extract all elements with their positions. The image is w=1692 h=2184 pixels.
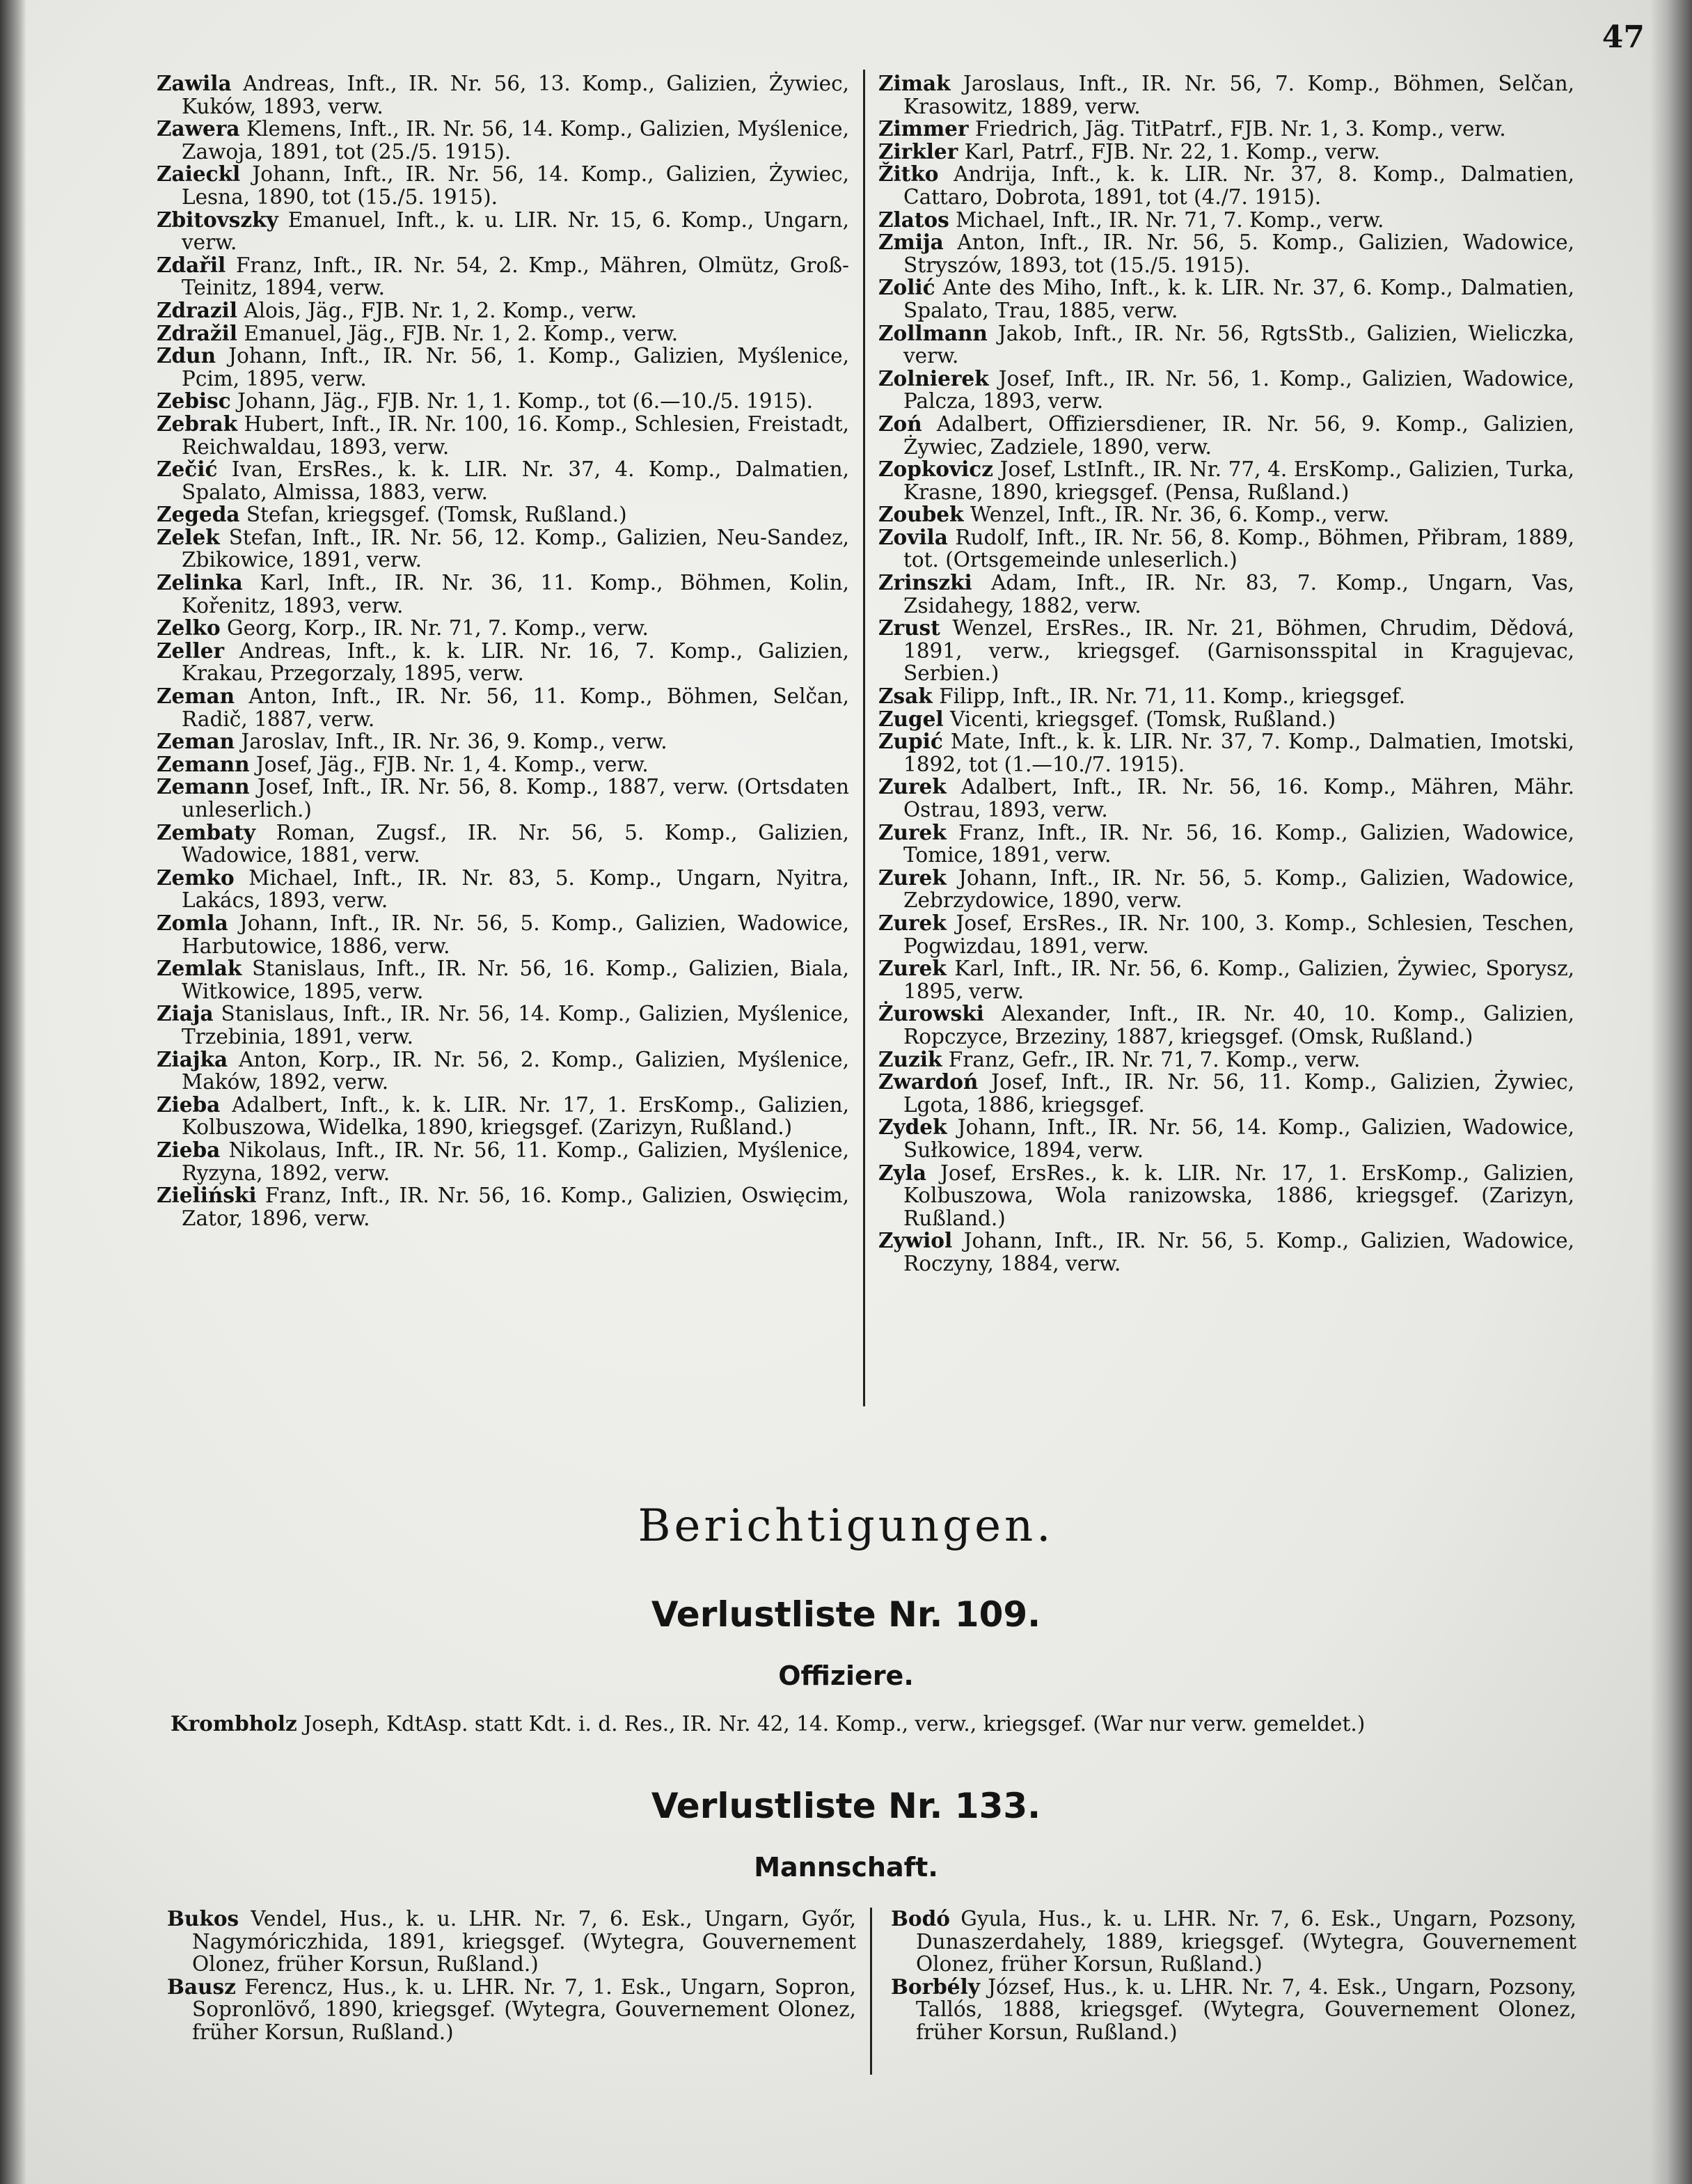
entry-text: Jaroslav, Inft., IR. Nr. 36, 9. Komp., verw.	[235, 730, 667, 754]
page-number: 47	[1602, 19, 1645, 55]
list-item	[157, 503, 849, 526]
list-item	[878, 912, 1574, 957]
entry-text: Franz, Inft., IR. Nr. 56, 16. Komp., Galizien, Wadowice, Tomice, 1891, verw.	[903, 820, 1574, 867]
list-item	[157, 254, 849, 299]
list-133-subtitle: Mannschaft.	[754, 1852, 938, 1883]
entry-text: Andrija, Inft., k. k. LIR. Nr. 37, 8. Komp., Dalmatien, Cattaro, Dobrota, 1891, tot (4./7. 1915).	[903, 162, 1574, 209]
list-item	[157, 72, 849, 118]
entry-text: Adalbert, Offiziersdiener, IR. Nr. 56, 9. Komp., Galizien, Żywiec, Zadziele, 1890, verw.	[903, 411, 1574, 459]
entry-text: Johann, Inft., IR. Nr. 56, 14. Komp., Galizien, Wadowice, Sułkowice, 1894, verw.	[903, 1115, 1574, 1162]
entry-name: Zimak	[878, 71, 951, 95]
list-item	[157, 209, 849, 254]
entry-text: Anton, Inft., IR. Nr. 56, 11. Komp., Böhmen, Selčan, Radič, 1887, verw.	[182, 684, 849, 731]
entry-text: Josef, Inft., IR. Nr. 56, 8. Komp., 1887, verw. (Ortsdaten unleserlich.)	[182, 775, 849, 822]
list-item	[157, 390, 849, 413]
entry-text: Georg, Korp., IR. Nr. 71, 7. Komp., verw.	[220, 616, 649, 641]
entry-text: Hubert, Inft., IR. Nr. 100, 16. Komp., Schlesien, Freistadt, Reichwaldau, 1893, verw.	[182, 411, 849, 459]
entry-name: Zydek	[878, 1115, 947, 1140]
list-item	[157, 118, 849, 163]
entry-name: Zebisc	[157, 388, 231, 414]
list-item	[878, 141, 1574, 164]
entry-text: Johann, Inft., IR. Nr. 56, 14. Komp., Galizien, Żywiec, Lesna, 1890, tot (15./5. 1915).	[182, 162, 849, 209]
entry-name: Zemann	[157, 751, 250, 776]
list-item	[157, 458, 849, 503]
list-item	[157, 1184, 849, 1230]
list-item	[157, 1094, 849, 1139]
entry-name: Zečić	[157, 457, 218, 482]
entry-text: Anton, Korp., IR. Nr. 56, 2. Komp., Galizien, Myślenice, Maków, 1892, verw.	[182, 1047, 849, 1094]
list-109-entry	[171, 1713, 1365, 1736]
list-item	[157, 730, 849, 753]
entry-name: Zemlak	[157, 956, 242, 981]
entry-name: Zdražil	[157, 320, 237, 345]
entry-name: Zeman	[157, 729, 235, 754]
list-item	[878, 1048, 1574, 1071]
list-133-left-column	[167, 1908, 856, 2044]
entry-name: Zdařil	[157, 252, 226, 277]
list-item	[878, 572, 1574, 617]
list-item	[878, 503, 1574, 526]
entry-text: Klemens, Inft., IR. Nr. 56, 14. Komp., Galizien, Myślenice, Zawoja, 1891, tot (25./5. 1915).	[182, 117, 849, 164]
entry-name: Zopkovicz	[878, 457, 994, 482]
entry-text: Alois, Jäg., FJB. Nr. 1, 2. Komp., verw.	[237, 298, 638, 322]
list-item	[157, 753, 849, 776]
entry-text: Filipp, Inft., IR. Nr. 71, 11. Komp., kriegsgef.	[932, 684, 1406, 709]
list-item	[891, 1976, 1576, 2044]
entry-text: Karl, Inft., IR. Nr. 56, 6. Komp., Galizien, Żywiec, Sporysz, 1895, verw.	[903, 957, 1574, 1003]
entry-text: Jaroslaus, Inft., IR. Nr. 56, 7. Komp., Böhmen, Selčan, Krasowitz, 1889, verw.	[903, 72, 1574, 118]
entry-name: Zurek	[878, 910, 947, 935]
entry-name: Zupić	[878, 729, 943, 754]
column-divider	[863, 70, 865, 1406]
entry-text: Wenzel, ErsRes., IR. Nr. 21, Böhmen, Chrudim, Dědová, 1891, verw., kriegsgef. (Garnisonsspital in Kragujevac, Serbien.)	[903, 616, 1574, 686]
list-item	[157, 572, 849, 617]
list-item	[878, 1230, 1574, 1275]
entry-text: Stanislaus, Inft., IR. Nr. 56, 16. Komp., Galizien, Biala, Witkowice, 1895, verw.	[182, 957, 849, 1003]
list-item	[878, 957, 1574, 1003]
entry-name: Zollmann	[878, 320, 988, 345]
entry-name: Zebrak	[157, 411, 238, 436]
entry-name: Zeman	[157, 684, 235, 709]
entry-name: Zoubek	[878, 502, 964, 527]
entry-name: Zyla	[878, 1160, 926, 1185]
right-column	[878, 72, 1574, 1275]
entry-text: Emanuel, Inft., k. u. LIR. Nr. 15, 6. Komp., Ungarn, verw.	[182, 207, 849, 255]
list-item	[878, 1003, 1574, 1048]
entry-name: Zawila	[157, 71, 232, 95]
list-item	[157, 912, 849, 957]
entry-text: Wenzel, Inft., IR. Nr. 36, 6. Komp., verw.	[963, 503, 1390, 527]
list-item	[878, 209, 1574, 232]
entry-text: Josef, ErsRes., k. k. LIR. Nr. 17, 1. ErsKomp., Galizien, Kolbuszowa, Wola ranizowska, 1886, kriegsgef. (Zarizyn, Rußland.)	[903, 1161, 1574, 1230]
entry-text: Josef, Inft., IR. Nr. 56, 1. Komp., Galizien, Wadowice, Palcza, 1893, verw.	[903, 366, 1574, 414]
entry-text: Roman, Zugsf., IR. Nr. 56, 5. Komp., Galizien, Wadowice, 1881, verw.	[182, 820, 849, 867]
entry-name: Zaieckl	[157, 162, 241, 187]
list-item	[878, 776, 1574, 821]
entry-name: Bukos	[167, 1906, 239, 1931]
entry-name: Zirkler	[878, 139, 958, 164]
list-item	[878, 708, 1574, 731]
entry-text: Vendel, Hus., k. u. LHR. Nr. 7, 6. Esk., Ungarn, Győr, Nagymóriczhida, 1891, kriegsgef. (Wytegra, Gouvernement Olonez, früher Korsun, Rußland.)	[192, 1907, 856, 1977]
entry-name: Ziajka	[157, 1046, 228, 1071]
entry-name: Zelinka	[157, 570, 243, 595]
list-item	[878, 867, 1574, 912]
entry-text: Alexander, Inft., IR. Nr. 40, 10. Komp., Galizien, Ropczyce, Brzeziny, 1887, kriegsgef. (Omsk, Rußland.)	[903, 1002, 1574, 1048]
list-item	[157, 957, 849, 1003]
entry-text: Joseph, KdtAsp. statt Kdt. i. d. Res., IR. Nr. 42, 14. Komp., verw., kriegsgef. (War nur verw. gemeldet.)	[303, 1712, 1366, 1736]
entry-name: Borbély	[891, 1974, 980, 1999]
list-item	[167, 1908, 856, 1976]
entry-text: Rudolf, Inft., IR. Nr. 56, 8. Komp., Böhmen, Přibram, 1889, tot. (Ortsgemeinde unleserlich.)	[903, 525, 1574, 572]
entry-name: Zelek	[157, 524, 220, 549]
entry-name: Zolnierek	[878, 366, 989, 391]
entry-text: Friedrich, Jäg. TitPatrf., FJB. Nr. 1, 3. Komp., verw.	[968, 117, 1506, 141]
entry-name: Zieliński	[157, 1183, 257, 1208]
list-item	[878, 276, 1574, 322]
entry-name: Zurek	[878, 774, 947, 799]
entry-text: Andreas, Inft., k. k. LIR. Nr. 16, 7. Komp., Galizien, Krakau, Przegorzaly, 1895, verw.	[182, 638, 849, 686]
list-item	[878, 231, 1574, 276]
entry-text: Franz, Inft., IR. Nr. 54, 2. Kmp., Mähren, Olmütz, Groß-Teinitz, 1894, verw.	[182, 253, 849, 300]
entry-name: Zsak	[878, 684, 933, 709]
entry-text: Josef, Jäg., FJB. Nr. 1, 4. Komp., verw.	[249, 752, 649, 776]
list-item	[891, 1908, 1576, 1976]
entry-name: Bausz	[167, 1974, 236, 1999]
list-item	[878, 458, 1574, 503]
list-item	[878, 413, 1574, 458]
entry-text: Johann, Inft., IR. Nr. 56, 5. Komp., Galizien, Wadowice, Roczyny, 1884, verw.	[903, 1229, 1574, 1275]
list-item	[878, 819, 1574, 867]
bottom-column-divider	[870, 1908, 872, 2075]
entry-name: Zugel	[878, 706, 944, 731]
list-item	[878, 118, 1574, 141]
entry-text: Franz, Gefr., IR. Nr. 71, 7. Komp., verw.	[942, 1047, 1361, 1071]
entry-text: Johann, Inft., IR. Nr. 56, 5. Komp., Galizien, Wadowice, Zebrzydowice, 1890, verw.	[903, 865, 1574, 913]
entry-text: Johann, Inft., IR. Nr. 56, 5. Komp., Galizien, Wadowice, Harbutowice, 1886, verw.	[182, 911, 849, 958]
entry-text: Jakob, Inft., IR. Nr. 56, RgtsStb., Galizien, Wieliczka, verw.	[903, 321, 1574, 368]
list-item	[157, 685, 849, 730]
list-item	[878, 617, 1574, 685]
entry-text: Franz, Inft., IR. Nr. 56, 16. Komp., Galizien, Oswięcim, Zator, 1896, verw.	[182, 1184, 849, 1230]
entry-text: Karl, Patrf., FJB. Nr. 22, 1. Komp., verw.	[958, 139, 1380, 164]
list-item	[878, 163, 1574, 208]
entry-name: Zawera	[157, 116, 240, 141]
entry-text: Johann, Jäg., FJB. Nr. 1, 1. Komp., tot (6.—10./5. 1915).	[230, 389, 813, 414]
entry-text: Gyula, Hus., k. u. LHR. Nr. 7, 6. Esk., Ungarn, Pozsony, Dunaszerdahely, 1889, kriegsgef. (Wytegra, Gouvernement Olonez, früher Korsun, Rußland.)	[916, 1907, 1576, 1977]
list-item	[157, 322, 849, 345]
entry-text: Michael, Inft., IR. Nr. 83, 5. Komp., Ungarn, Nyitra, Lakács, 1893, verw.	[182, 865, 849, 913]
list-item	[157, 1139, 849, 1184]
entry-name: Zelko	[157, 615, 221, 641]
entry-name: Krombholz	[171, 1711, 297, 1736]
entry-text: Michael, Inft., IR. Nr. 71, 7. Komp., verw.	[949, 207, 1384, 232]
list-item	[157, 867, 849, 912]
entry-text: Adalbert, Inft., IR. Nr. 56, 16. Komp., Mähren, Mähr. Ostrau, 1893, verw.	[903, 775, 1574, 822]
entry-text: Ivan, ErsRes., k. k. LIR. Nr. 37, 4. Komp., Dalmatien, Spalato, Almissa, 1883, verw.	[182, 457, 849, 504]
entry-name: Zemko	[157, 865, 235, 890]
entry-text: Stanislaus, Inft., IR. Nr. 56, 14. Komp., Galizien, Myślenice, Trzebinia, 1891, verw.	[182, 1002, 849, 1048]
entry-name: Zolić	[878, 275, 935, 300]
entry-name: Zlatos	[878, 207, 949, 232]
entry-text: Nikolaus, Inft., IR. Nr. 56, 11. Komp., Galizien, Myślenice, Ryzyna, 1892, verw.	[182, 1138, 849, 1185]
list-133-title: Verlustliste Nr. 133.	[651, 1786, 1041, 1826]
list-item	[157, 345, 849, 390]
entry-text: Josef, ErsRes., IR. Nr. 100, 3. Komp., Schlesien, Teschen, Pogwizdau, 1891, verw.	[903, 911, 1574, 958]
entry-name: Zoń	[878, 411, 922, 436]
entry-name: Zieba	[157, 1092, 221, 1117]
list-109-subtitle: Offiziere.	[778, 1660, 914, 1691]
entry-name: Žitko	[878, 162, 939, 187]
list-item	[878, 322, 1574, 368]
entry-name: Zovila	[878, 524, 948, 549]
list-item	[878, 1162, 1574, 1230]
entry-text: Adalbert, Inft., k. k. LIR. Nr. 17, 1. ErsKomp., Galizien, Kolbuszowa, Widelka, 1890, kriegsgef. (Zarizyn, Rußland.)	[182, 1092, 849, 1140]
list-item	[157, 819, 849, 867]
entry-name: Zbitovszky	[157, 207, 278, 232]
list-109-title: Verlustliste Nr. 109.	[651, 1594, 1041, 1635]
entry-name: Ziaja	[157, 1001, 214, 1026]
list-item	[167, 1976, 856, 2044]
entry-text: Anton, Inft., IR. Nr. 56, 5. Komp., Galizien, Wadowice, Stryszów, 1893, tot (15./5. 1915).	[903, 230, 1574, 277]
entry-name: Zemann	[157, 774, 250, 799]
entry-name: Zdun	[157, 343, 216, 368]
list-item	[878, 72, 1574, 118]
entry-text: Emanuel, Jäg., FJB. Nr. 1, 2. Komp., verw.	[237, 321, 679, 345]
entry-name: Zimmer	[878, 116, 969, 141]
list-item	[157, 776, 849, 821]
entry-name: Zieba	[157, 1137, 221, 1162]
list-item	[878, 685, 1574, 708]
list-item	[157, 1048, 849, 1094]
entry-name: Zeller	[157, 638, 225, 663]
list-item	[878, 368, 1574, 413]
entry-text: Andreas, Inft., IR. Nr. 56, 13. Komp., Galizien, Żywiec, Kuków, 1893, verw.	[182, 72, 849, 118]
entry-name: Zmija	[878, 230, 944, 255]
entry-text: József, Hus., k. u. LHR. Nr. 7, 4. Esk., Ungarn, Pozsony, Tallós, 1888, kriegsgef. (Wytegra, Gouvernement Olonez, früher Korsun, Rußland.)	[916, 1974, 1576, 2044]
list-133-right-column	[891, 1908, 1576, 2044]
section-title: Berichtigungen.	[638, 1500, 1054, 1552]
entry-name: Zuzik	[878, 1046, 942, 1071]
entry-text: Josef, LstInft., IR. Nr. 77, 4. ErsKomp., Galizien, Turka, Krasne, 1890, kriegsgef. (Pensa, Rußland.)	[903, 457, 1574, 504]
entry-name: Zembaty	[157, 819, 256, 844]
entry-name: Żurowski	[878, 1001, 984, 1026]
entry-text: Mate, Inft., k. k. LIR. Nr. 37, 7. Komp., Dalmatien, Imotski, 1892, tot (1.—10./7. 1915).	[903, 730, 1574, 776]
entry-name: Zomla	[157, 910, 228, 935]
entry-name: Zurek	[878, 956, 947, 981]
entry-name: Zegeda	[157, 502, 240, 527]
entry-text: Adam, Inft., IR. Nr. 83, 7. Komp., Ungarn, Vas, Zsidahegy, 1882, verw.	[903, 571, 1574, 618]
list-item	[157, 1003, 849, 1048]
entry-name: Zurek	[878, 865, 947, 890]
list-item	[878, 526, 1574, 572]
entry-text: Ferencz, Hus., k. u. LHR. Nr. 7, 1. Esk., Ungarn, Sopron, Sopronlövő, 1890, kriegsgef. (Wytegra, Gouvernement Olonez, früher Korsun, Rußland.)	[192, 1974, 856, 2044]
entry-name: Bodó	[891, 1906, 950, 1931]
left-column	[157, 72, 849, 1230]
entry-text: Josef, Inft., IR. Nr. 56, 11. Komp., Galizien, Żywiec, Lgota, 1886, kriegsgef.	[903, 1070, 1574, 1117]
list-item	[157, 617, 849, 640]
list-item	[157, 413, 849, 458]
entry-name: Zrust	[878, 615, 940, 641]
list-item	[878, 1116, 1574, 1161]
entry-name: Zdrazil	[157, 297, 237, 322]
list-item	[157, 163, 849, 208]
entry-name: Zurek	[878, 819, 947, 844]
list-item	[157, 299, 849, 322]
entry-name: Zywiol	[878, 1228, 953, 1253]
entry-name: Zwardoń	[878, 1069, 979, 1094]
entry-name: Zrinszki	[878, 570, 972, 595]
list-item	[878, 1071, 1574, 1116]
list-item	[878, 730, 1574, 776]
entry-text: Stefan, kriegsgef. (Tomsk, Rußland.)	[239, 503, 627, 527]
entry-text: Vicenti, kriegsgef. (Tomsk, Rußland.)	[943, 707, 1336, 731]
list-item	[157, 640, 849, 685]
list-item	[157, 526, 849, 572]
entry-text: Ante des Miho, Inft., k. k. LIR. Nr. 37, 6. Komp., Dalmatien, Spalato, Trau, 1885, verw.	[903, 276, 1574, 322]
entry-text: Johann, Inft., IR. Nr. 56, 1. Komp., Galizien, Myślenice, Pcim, 1895, verw.	[182, 344, 849, 391]
entry-text: Stefan, Inft., IR. Nr. 56, 12. Komp., Galizien, Neu-Sandez, Zbikowice, 1891, verw.	[182, 525, 849, 572]
entry-text: Karl, Inft., IR. Nr. 36, 11. Komp., Böhmen, Kolin, Kořenitz, 1893, verw.	[182, 571, 849, 618]
